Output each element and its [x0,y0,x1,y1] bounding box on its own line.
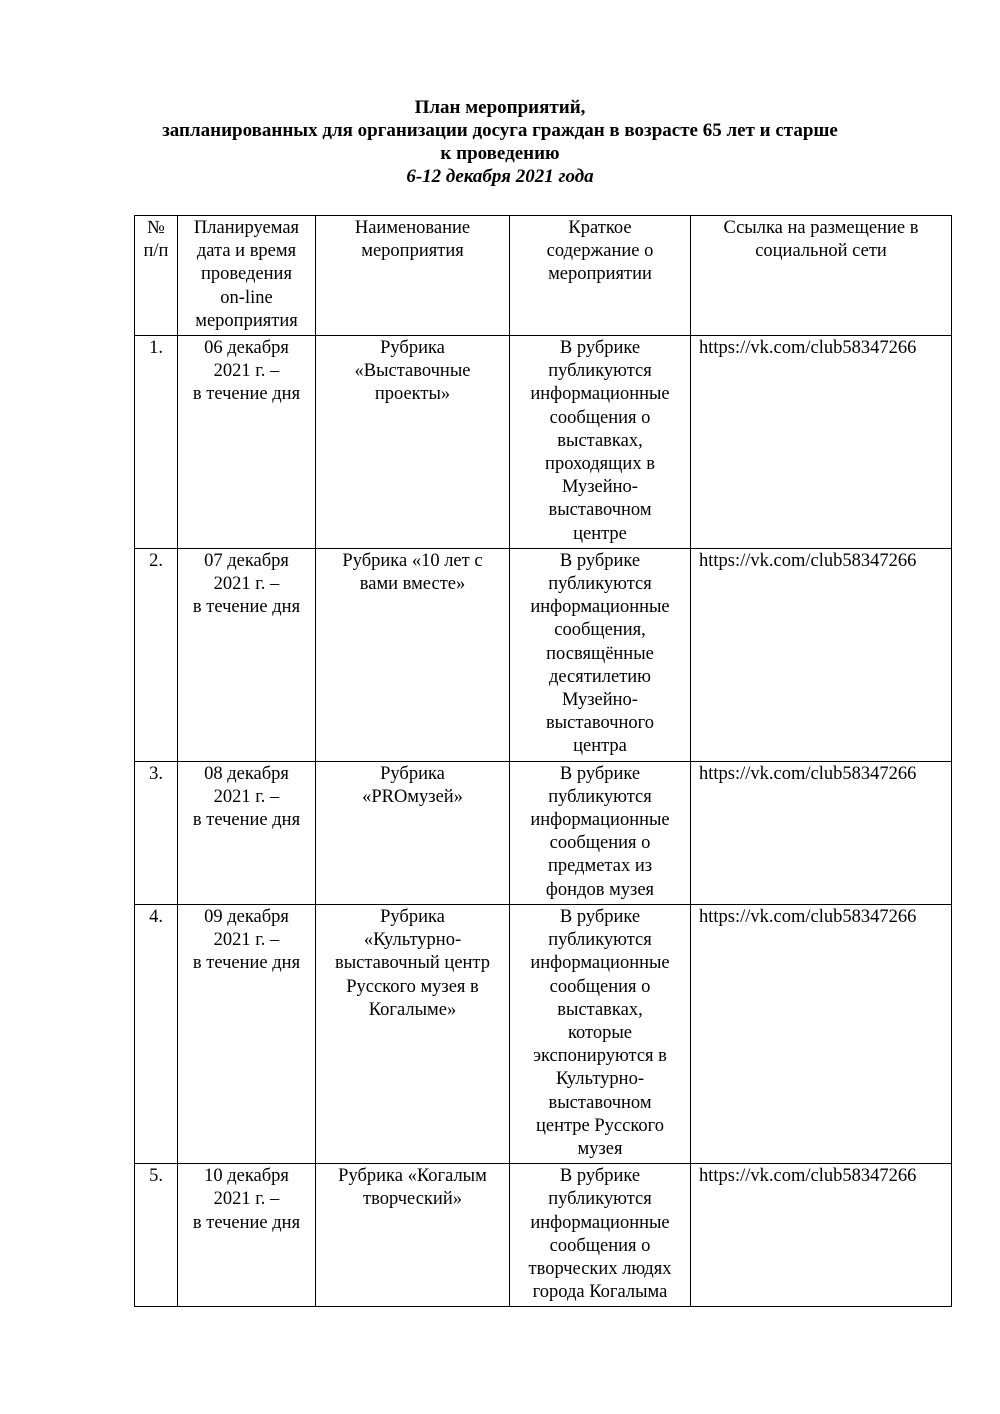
row-social-link[interactable]: https://vk.com/club58347266 [691,1164,952,1307]
row-social-link[interactable]: https://vk.com/club58347266 [691,904,952,1163]
row-social-link[interactable]: https://vk.com/club58347266 [691,336,952,549]
row-description: В рубрике публикуются информационные сообщения о творческих людях города Когалыма [510,1164,691,1307]
row-event-name: Рубрика «Культурно- выставочный центр Русского музея в Когалыме» [316,904,510,1163]
row-number: 3. [135,761,178,904]
row-description: В рубрике публикуются информационные сообщения о выставках, которые экспонируются в Культурно- выставочном центре Русского музея [510,904,691,1163]
title-line-1: План мероприятий, [414,97,586,118]
row-event-name: Рубрика «Выставочные проекты» [316,336,510,549]
row-date: 07 декабря 2021 г. – в течение дня [178,548,316,761]
row-event-name: Рубрика «PROмузей» [316,761,510,904]
table-row [135,904,952,1163]
document-heading [0,96,1000,188]
row-date: 10 декабря 2021 г. – в течение дня [178,1164,316,1307]
title-line-3: к проведению [440,143,560,164]
table-row [135,761,952,904]
row-description: В рубрике публикуются информационные сообщения о предметах из фондов музея [510,761,691,904]
row-event-name: Рубрика «Когалым творческий» [316,1164,510,1307]
row-event-name: Рубрика «10 лет с вами вместе» [316,548,510,761]
row-number: 2. [135,548,178,761]
row-description: В рубрике публикуются информационные сообщения о выставках, проходящих в Музейно- выставочном центре [510,336,691,549]
row-number: 1. [135,336,178,549]
row-social-link[interactable]: https://vk.com/club58347266 [691,548,952,761]
table-row [135,336,952,549]
events-table [134,215,952,1307]
header-number: № п/п [135,216,178,336]
row-date: 06 декабря 2021 г. – в течение дня [178,336,316,549]
row-description: В рубрике публикуются информационные сообщения, посвящённые десятилетию Музейно- выставочного центра [510,548,691,761]
header-social-link: Ссылка на размещение в социальной сети [691,216,952,336]
row-date: 09 декабря 2021 г. – в течение дня [178,904,316,1163]
header-description: Краткое содержание о мероприятии [510,216,691,336]
table-row [135,548,952,761]
row-social-link[interactable]: https://vk.com/club58347266 [691,761,952,904]
row-number: 4. [135,904,178,1163]
header-event-name: Наименование мероприятия [316,216,510,336]
title-line-2: запланированных для организации досуга граждан в возрасте 65 лет и старше [162,120,838,141]
table-header-row [135,216,952,336]
row-number: 5. [135,1164,178,1307]
header-date-time: Планируемая дата и время проведения on-line мероприятия [178,216,316,336]
title-date-range: 6-12 декабря 2021 года [406,166,594,187]
row-date: 08 декабря 2021 г. – в течение дня [178,761,316,904]
table-row [135,1164,952,1307]
